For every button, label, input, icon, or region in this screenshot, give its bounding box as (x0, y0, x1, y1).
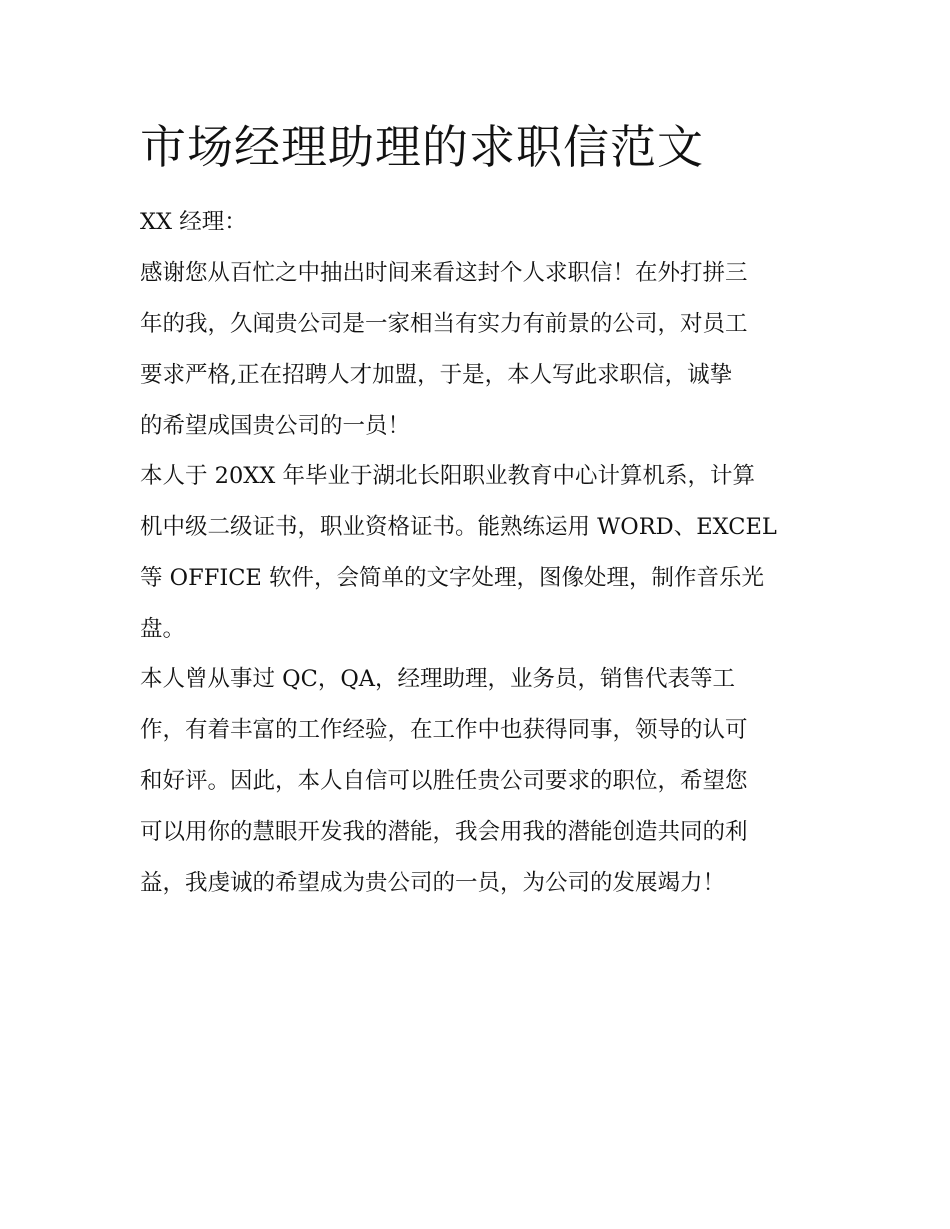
paragraph-line: 可以用你的慧眼开发我的潜能，我会用我的潜能创造共同的利 (140, 819, 748, 845)
paragraph-line: 本人曾从事过 QC，QA，经理助理，业务员，销售代表等工 (140, 666, 736, 692)
paragraph-line: 作，有着丰富的工作经验，在工作中也获得同事，领导的认可 (140, 717, 748, 743)
paragraph-intro (140, 248, 830, 452)
paragraph-line: 和好评。因此，本人自信可以胜任贵公司要求的职位，希望您 (140, 768, 748, 794)
paragraph-line: 盘。 (140, 616, 186, 642)
paragraph-line: 益，我虔诚的希望成为贵公司的一员，为公司的发展竭力！ (140, 870, 726, 896)
paragraph-line: 的希望成国贵公司的一员！ (140, 413, 411, 439)
paragraph-experience (140, 654, 830, 909)
paragraph-line: 机中级二级证书，职业资格证书。能熟练运用 WORD、EXCEL (140, 514, 777, 540)
paragraph-education (140, 451, 830, 655)
paragraph-line: 本人于 20XX 年毕业于湖北长阳职业教育中心计算机系，计算 (140, 463, 755, 489)
paragraph-line: 年的我，久闻贵公司是一家相当有实力有前景的公司，对员工 (140, 311, 748, 337)
paragraph-line: 要求严格,正在招聘人才加盟，于是，本人写此求职信，诚挚 (140, 362, 733, 388)
paragraph-line: 感谢您从百忙之中抽出时间来看这封个人求职信！在外打拼三 (140, 260, 748, 286)
salutation: XX 经理： (140, 209, 247, 235)
paragraph-line: 等 OFFICE 软件，会简单的文字处理，图像处理，制作音乐光 (140, 565, 765, 591)
document-title: 市场经理助理的求职信范文 (140, 120, 704, 174)
